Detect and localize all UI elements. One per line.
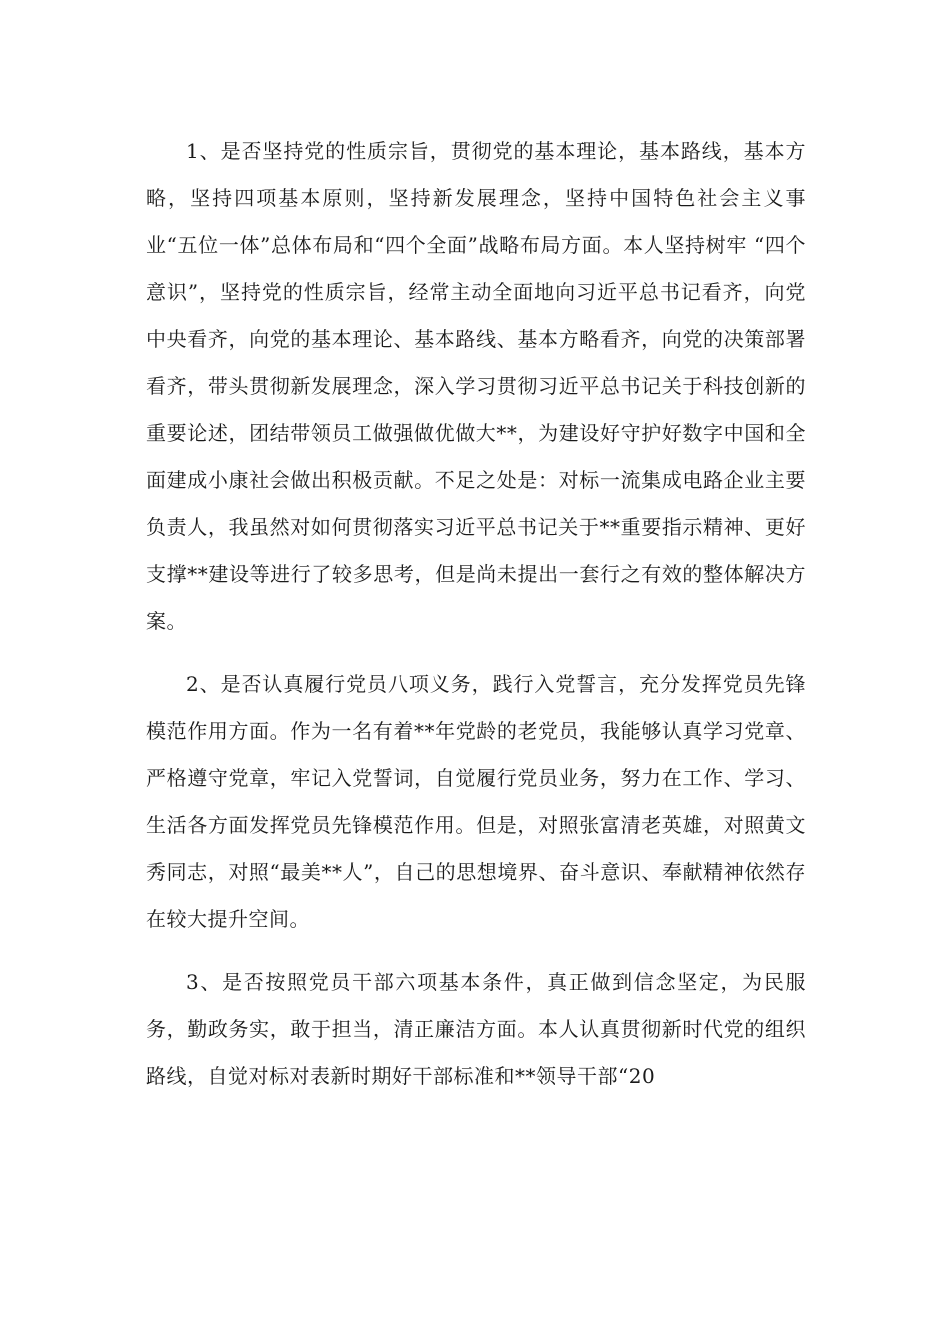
paragraph-3: 3、是否按照党员干部六项基本条件，真正做到信念坚定，为民服务，勤政务实，敢于担当，清正廉洁方面。本人认真贯彻新时代党的组织路线，自觉对标对表新时期好干部标准和**领导干部“20: [146, 970, 806, 1088]
paragraph-2: 2、是否认真履行党员八项义务，践行入党誓言，充分发挥党员先锋模范作用方面。作为一名有着**年党龄的老党员，我能够认真学习党章、严格遵守党章，牢记入党誓词，自觉履行党员业务，努力在工作、学习、生活各方面发挥党员先锋模范作用。但是，对照张富清老英雄，对照黄文秀同志，对照“最美**人”，自己的思想境界、奋斗意识、奉献精神依然存在较大提升空间。: [146, 672, 806, 931]
paragraph-1: 1、是否坚持党的性质宗旨，贯彻党的基本理论，基本路线，基本方略，坚持四项基本原则，坚持新发展理念，坚持中国特色社会主义事业“五位一体”总体布局和“四个全面”战略布局方面。本人坚持树牢 “四个意识”，坚持党的性质宗旨，经常主动全面地向习近平总书记看齐，向党中央看齐，向党的基本理论、基本路线、基本方略看齐，向党的决策部署看齐，带头贯彻新发展理念，深入学习贯彻习近平总书记关于科技创新的重要论述，团结带领员工做强做优做大**，为建设好守护好数字中国和全面建成小康社会做出积极贡献。不足之处是：对标一流集成电路企业主要负责人，我虽然对如何贯彻落实习近平总书记关于**重要指示精神、更好支撑**建设等进行了较多思考，但是尚未提出一套行之有效的整体解决方案。: [146, 139, 806, 633]
document-body: [146, 128, 806, 1116]
